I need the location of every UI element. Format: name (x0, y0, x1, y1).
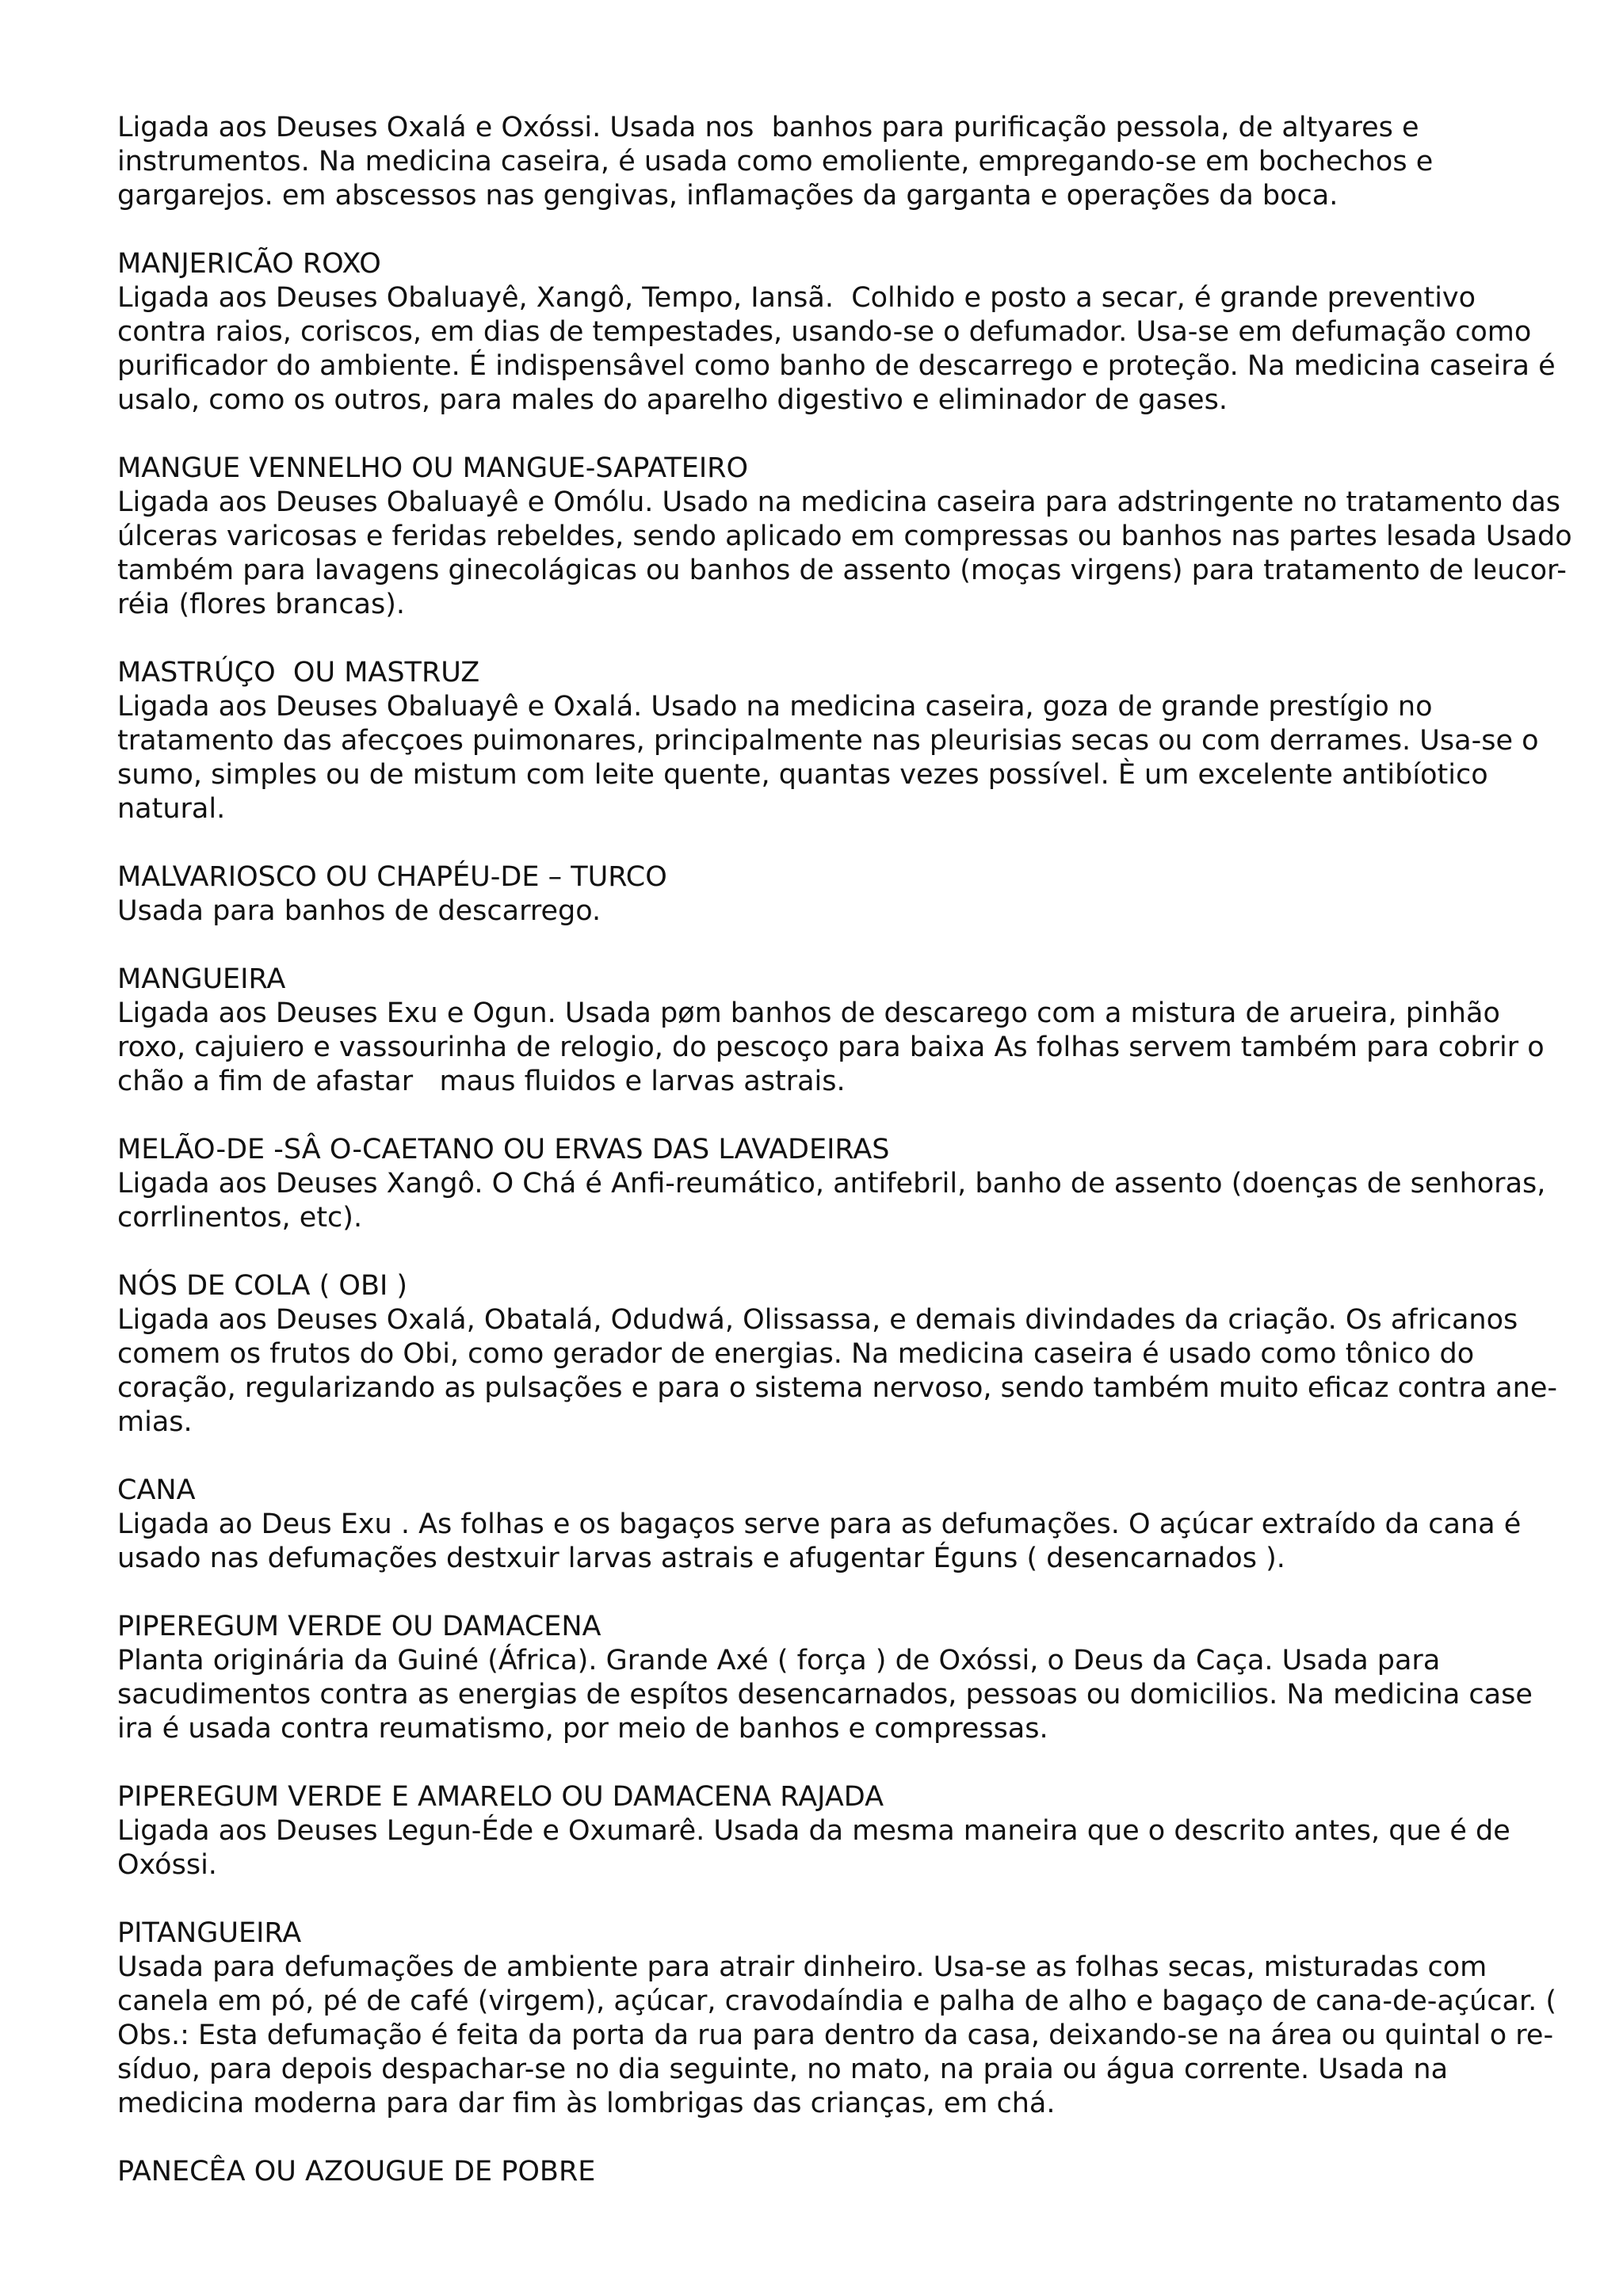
text-line: também para lavagens ginecolágicas ou banhos de assento (moças virgens) para tratamento de leucor- (117, 555, 1567, 586)
text-line: PANECÊA OU AZOUGUE DE POBRE (117, 2156, 596, 2187)
text-line: MANJERICÃO ROXO (117, 248, 381, 280)
text-entry (117, 656, 1575, 826)
text-line: Ligada aos Deuses Obaluayê e Omólu. Usado na medicina caseira para adstringente no tratamento das (117, 486, 1561, 518)
text-entry (117, 963, 1575, 1099)
text-line: instrumentos. Na medicina caseira, é usada como emoliente, empregando-se em bochechos e (117, 146, 1434, 177)
text-line: usado nas defumações destxuir larvas astrais e afugentar Éguns ( desencarnados ). (117, 1543, 1285, 1574)
text-entry (117, 1917, 1575, 2121)
text-line: mias. (117, 1406, 193, 1438)
text-line: natural. (117, 793, 226, 825)
text-line: NÓS DE COLA ( OBI ) (117, 1270, 408, 1302)
text-line: Obs.: Esta defumação é feita da porta da rua para dentro da casa, deixando-se na área ou quintal o re- (117, 2019, 1554, 2051)
text-line: tratamento das afecçoes puimonares, principalmente nas pleurisias secas ou com derrames. Usa-se o (117, 725, 1539, 757)
text-entry (117, 247, 1575, 418)
text-line: gargarejos. em abscessos nas gengivas, inflamações da garganta e operações da boca. (117, 180, 1338, 212)
text-entry (117, 1269, 1575, 1440)
text-line: Usada para banhos de descarrego. (117, 895, 601, 927)
text-line: PIPEREGUM VERDE OU DAMACENA (117, 1611, 601, 1642)
text-line: purificador do ambiente. É indispensâvel como banho de descarrego e proteção. Na medicina caseira é (117, 350, 1556, 382)
text-entry (117, 111, 1575, 213)
text-line: medicina moderna para dar fim às lombrigas das crianças, em chá. (117, 2088, 1056, 2119)
text-line: Ligada aos Deuses Obaluayê, Xangô, Tempo, Iansã. Colhido e posto a secar, é grande preventivo (117, 282, 1476, 314)
text-entry (117, 1474, 1575, 1576)
text-line: roxo, cajuiero e vassourinha de relogio, do pescoço para baixa As folhas servem também para cobrir o (117, 1032, 1545, 1063)
text-line: MASTRÚÇO OU MASTRUZ (117, 657, 480, 688)
text-line: comem os frutos do Obi, como gerador de energias. Na medicina caseira é usado como tônico do (117, 1338, 1475, 1370)
text-line: MELÃO-DE -SÂ O-CAETANO OU ERVAS DAS LAVADEIRAS (117, 1134, 890, 1165)
text-line: chão a fim de afastar maus fluidos e larvas astrais. (117, 1066, 846, 1097)
text-entry (117, 860, 1575, 929)
text-entry (117, 1780, 1575, 1882)
text-line: Ligada aos Deuses Xangô. O Chá é Anfi-reumático, antifebril, banho de assento (doenças de senhoras, (117, 1168, 1546, 1199)
text-line: Planta originária da Guiné (África). Grande Axé ( força ) de Oxóssi, o Deus da Caça. Usada para (117, 1645, 1441, 1676)
text-line: úlceras varicosas e feridas rebeldes, sendo aplicado em compressas ou banhos nas partes lesada Usado (117, 521, 1572, 552)
text-entry (117, 1610, 1575, 1746)
text-line: PITANGUEIRA (117, 1917, 302, 1949)
text-line: Usada para defumações de ambiente para atrair dinheiro. Usa-se as folhas secas, misturadas com (117, 1951, 1487, 1983)
text-line: Ligada aos Deuses Oxalá, Obatalá, Odudwá, Olissassa, e demais divindades da criação. Os africanos (117, 1304, 1518, 1336)
text-line: sumo, simples ou de mistum com leite quente, quantas vezes possível. È um excelente antibíotico (117, 759, 1488, 791)
text-line: Ligada aos Deuses Obaluayê e Oxalá. Usado na medicina caseira, goza de grande prestígio no (117, 691, 1433, 723)
text-line: Ligada aos Deuses Oxalá e Oxóssi. Usada nos banhos para purificação pessola, de altyares e (117, 112, 1419, 143)
text-line: MALVARIOSCO OU CHAPÉU-DE – TURCO (117, 861, 667, 893)
text-line: Ligada aos Deuses Legun-Éde e Oxumarê. Usada da mesma maneira que o descrito antes, que é de (117, 1815, 1510, 1847)
text-line: PIPEREGUM VERDE E AMARELO OU DAMACENA RAJADA (117, 1781, 884, 1813)
text-line: canela em pó, pé de café (virgem), açúcar, cravodaíndia e palha de alho e bagaço de cana-de-açúcar. ( (117, 1985, 1557, 2017)
text-line: MANGUEIRA (117, 963, 286, 995)
text-entry (117, 2155, 1575, 2189)
text-line: ira é usada contra reumatismo, por meio de banhos e compressas. (117, 1713, 1048, 1745)
text-line: Ligada ao Deus Exu . As folhas e os bagaços serve para as defumações. O açúcar extraído da cana é (117, 1508, 1522, 1540)
text-line: CANA (117, 1474, 196, 1506)
text-line: corrlinentos, etc). (117, 1202, 363, 1234)
document-page (117, 111, 1575, 2189)
text-entry (117, 452, 1575, 622)
text-entry (117, 1133, 1575, 1235)
text-line: Oxóssi. (117, 1849, 217, 1881)
text-line: usalo, como os outros, para males do aparelho digestivo e eliminador de gases. (117, 384, 1228, 416)
text-line: réia (flores brancas). (117, 589, 406, 620)
text-line: coração, regularizando as pulsações e para o sistema nervoso, sendo também muito eficaz contra ane- (117, 1372, 1557, 1404)
text-line: contra raios, coriscos, em dias de tempestades, usando-se o defumador. Usa-se em defumação como (117, 316, 1532, 348)
text-line: sacudimentos contra as energias de espítos desencarnados, pessoas ou domicilios. Na medicina case (117, 1679, 1533, 1711)
text-line: Ligada aos Deuses Exu e Ogun. Usada pøm banhos de descarego com a mistura de arueira, pinhão (117, 997, 1500, 1029)
text-line: MANGUE VENNELHO OU MANGUE-SAPATEIRO (117, 452, 749, 484)
text-line: síduo, para depois despachar-se no dia seguinte, no mato, na praia ou água corrente. Usada na (117, 2054, 1449, 2085)
